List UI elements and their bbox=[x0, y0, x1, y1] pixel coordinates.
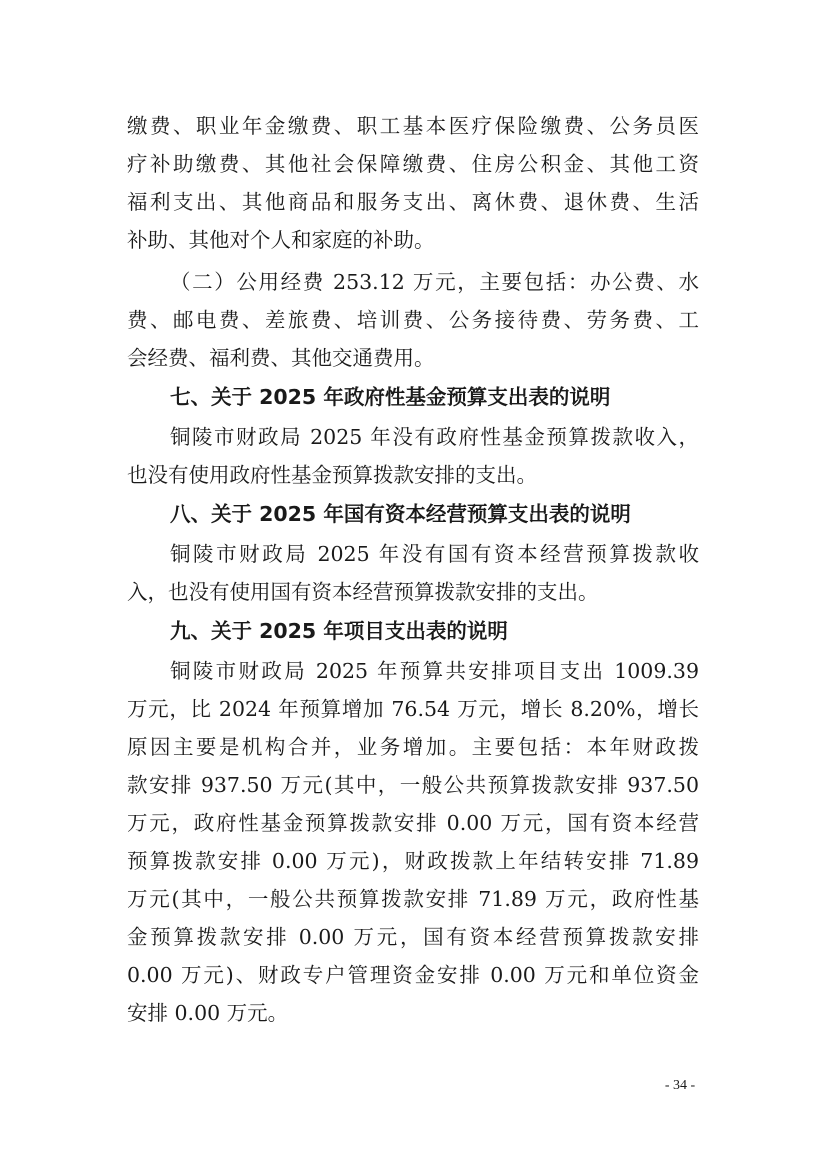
paragraph-line: 万元，比 2024 年预算增加 76.54 万元，增长 8.20%，增长 bbox=[127, 697, 699, 721]
paragraph-line: 万元，政府性基金预算拨款安排 0.00 万元，国有资本经营 bbox=[127, 811, 699, 835]
paragraph-line: 原因主要是机构合并，业务增加。主要包括：本年财政拨 bbox=[127, 735, 699, 759]
paragraph-line: 铜陵市财政局 2025 年没有政府性基金预算拨款收入， bbox=[170, 425, 699, 449]
paragraph-line: 铜陵市财政局 2025 年预算共安排项目支出 1009.39 bbox=[170, 659, 699, 683]
paragraph-line: 补助、其他对个人和家庭的补助。 bbox=[127, 228, 435, 252]
section-heading-9: 九、关于 2025 年项目支出表的说明 bbox=[170, 619, 508, 643]
paragraph-line: 万元(其中，一般公共预算拨款安排 71.89 万元，政府性基 bbox=[127, 887, 699, 911]
paragraph-line: 安排 0.00 万元。 bbox=[127, 1001, 289, 1025]
paragraph-line: 预算拨款安排 0.00 万元)，财政拨款上年结转安排 71.89 bbox=[127, 849, 699, 873]
paragraph-line: 费、邮电费、差旅费、培训费、公务接待费、劳务费、工 bbox=[127, 308, 699, 332]
paragraph-line: （二）公用经费 253.12 万元，主要包括：办公费、水 bbox=[170, 270, 699, 294]
page-number: - 34 - bbox=[664, 1078, 696, 1093]
paragraph-line: 0.00 万元)、财政专户管理资金安排 0.00 万元和单位资金 bbox=[127, 963, 699, 987]
paragraph-line: 也没有使用政府性基金预算拨款安排的支出。 bbox=[127, 463, 537, 487]
paragraph-line: 铜陵市财政局 2025 年没有国有资本经营预算拨款收 bbox=[170, 542, 699, 566]
paragraph-line: 款安排 937.50 万元(其中，一般公共预算拨款安排 937.50 bbox=[127, 773, 699, 797]
paragraph-line: 入，也没有使用国有资本经营预算拨款安排的支出。 bbox=[127, 580, 599, 604]
section-heading-7: 七、关于 2025 年政府性基金预算支出表的说明 bbox=[170, 385, 611, 409]
paragraph-line: 福利支出、其他商品和服务支出、离休费、退休费、生活 bbox=[127, 190, 699, 214]
section-heading-8: 八、关于 2025 年国有资本经营预算支出表的说明 bbox=[170, 502, 631, 526]
paragraph-line: 缴费、职业年金缴费、职工基本医疗保险缴费、公务员医 bbox=[127, 114, 699, 138]
paragraph-line: 会经费、福利费、其他交通费用。 bbox=[127, 346, 435, 370]
paragraph-line: 疗补助缴费、其他社会保障缴费、住房公积金、其他工资 bbox=[127, 152, 699, 176]
paragraph-line: 金预算拨款安排 0.00 万元，国有资本经营预算拨款安排 bbox=[127, 925, 699, 949]
